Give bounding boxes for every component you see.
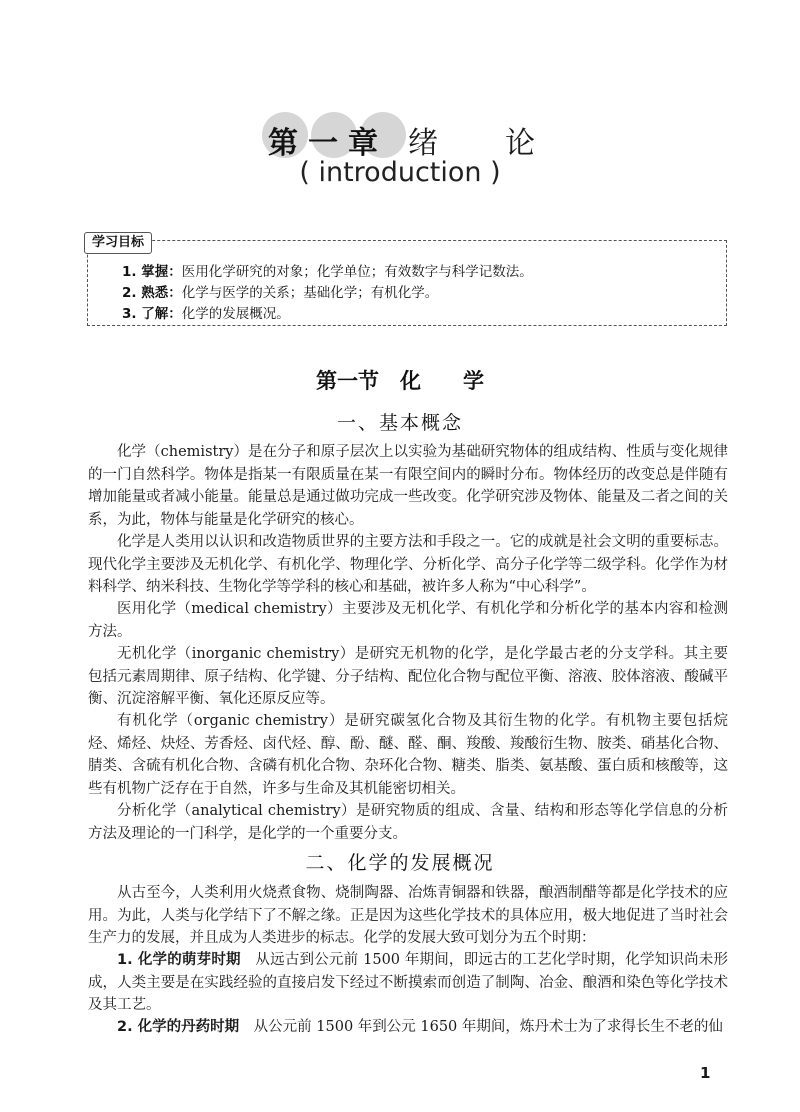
paragraph: 化学（chemistry）是在分子和原子层次上以实验为基础研究物体的组成结构、性质与变化规律的一门自然科学。物体是指某一有限质量在某一有限空间内的瞬时分布。物体经历的改变总是伴随有增加能量或者减小能量。能量总是通过做功完成一些改变。化学研究涉及物体、能量及二者之间的关系，为此，物体与能量是化学研究的核心。 [88,444,728,528]
period-heading: 1. 化学的萌芽时期 [117,952,241,968]
chapter-subtitle: ( introduction ) [299,157,501,188]
period-text: 从公元前 1500 年到公元 1650 年期间，炼丹术士为了求得长生不老的仙 [239,1019,723,1035]
paragraph: 分析化学（analytical chemistry）是研究物质的组成、含量、结构和形态等化学信息的分析方法及理论的一门科学，是化学的一个重要分支。 [88,803,728,842]
paragraph: 从古至今，人类利用火烧煮食物、烧制陶器、冶炼青铜器和铁器，酿酒制醋等都是化学技术的应用。为此，人类与化学结下了不解之缘。正是因为这些化学技术的具体应用，极大地促进了当时社会生产力的发展，并且成为人类进步的标志。化学的发展大致可划分为五个时期： [88,885,728,946]
subsection-title-development: 二、化学的发展概况 [305,852,495,874]
objectives-tag: 学习目标 [84,232,152,254]
chapter-title-char-1: 绪 [408,126,438,161]
section-title: 第一节 化 学 [316,369,484,393]
paragraph-period-2 [88,1016,728,1039]
paragraph: 医用化学（medical chemistry）主要涉及无机化学、有机化学和分析化学的基本内容和检测方法。 [88,601,728,640]
paragraph: 有机化学（organic chemistry）是研究碳氢化合物及其衍生物的化学。有机物主要包括烷烃、烯烃、炔烃、芳香烃、卤代烃、醇、酚、醚、醛、酮、羧酸、羧酸衍生物、胺类、硝基化合物、腈类、含硫有机化合物、含磷有机化合物、杂环化合物、糖类、脂类、氨基酸、蛋白质和核酸等，这些有机物广泛存在于自然，许多与生命及其机能密切相关。 [88,713,728,797]
objective-number: 3. 了解： [122,306,182,322]
paragraph-period-1 [88,949,728,1017]
subsection-title-basic-concepts: 一、基本概念 [336,412,463,434]
period-heading: 2. 化学的丹药时期 [117,1019,240,1035]
chapter-title-char-2: 论 [505,126,535,161]
paragraph: 无机化学（inorganic chemistry）是研究无机物的化学，是化学最古老的分支学科。其主要包括元素周期律、原子结构、化学键、分子结构、配位化合物与配位平衡、溶液、胶体溶液、酸碱平衡、沉淀溶解平衡、氧化还原反应等。 [88,646,728,707]
chapter-label: 第一章 [268,126,388,161]
objective-number: 2. 熟悉： [122,285,182,301]
objective-number: 1. 掌握： [122,264,182,280]
objective-item [122,260,533,280]
objective-text: 化学的发展概况。 [181,306,290,322]
page-number: 1 [700,1064,711,1082]
objective-text: 化学与医学的关系；基础化学；有机化学。 [181,285,439,301]
objective-item [122,281,438,301]
period-text: 从远古到公元前 1500 年期间，即远古的工艺化学时期，化学知识尚未形成，人类主要是在实践经验的直接启发下经过不断摸索而创造了制陶、冶金、酿酒和染色等化学技术及其工艺。 [88,952,728,1013]
paragraph: 化学是人类用以认识和改造物质世界的主要方法和手段之一。它的成就是社会文明的重要标志。现代化学主要涉及无机化学、有机化学、物理化学、分析化学、高分子化学等二级学科。化学作为材料科学、纳米科技、生物化学等学科的核心和基础，被许多人称为“中心科学”。 [88,534,728,595]
objective-text: 医用化学研究的对象；化学单位；有效数字与科学记数法。 [181,264,533,280]
objective-item [122,302,290,322]
